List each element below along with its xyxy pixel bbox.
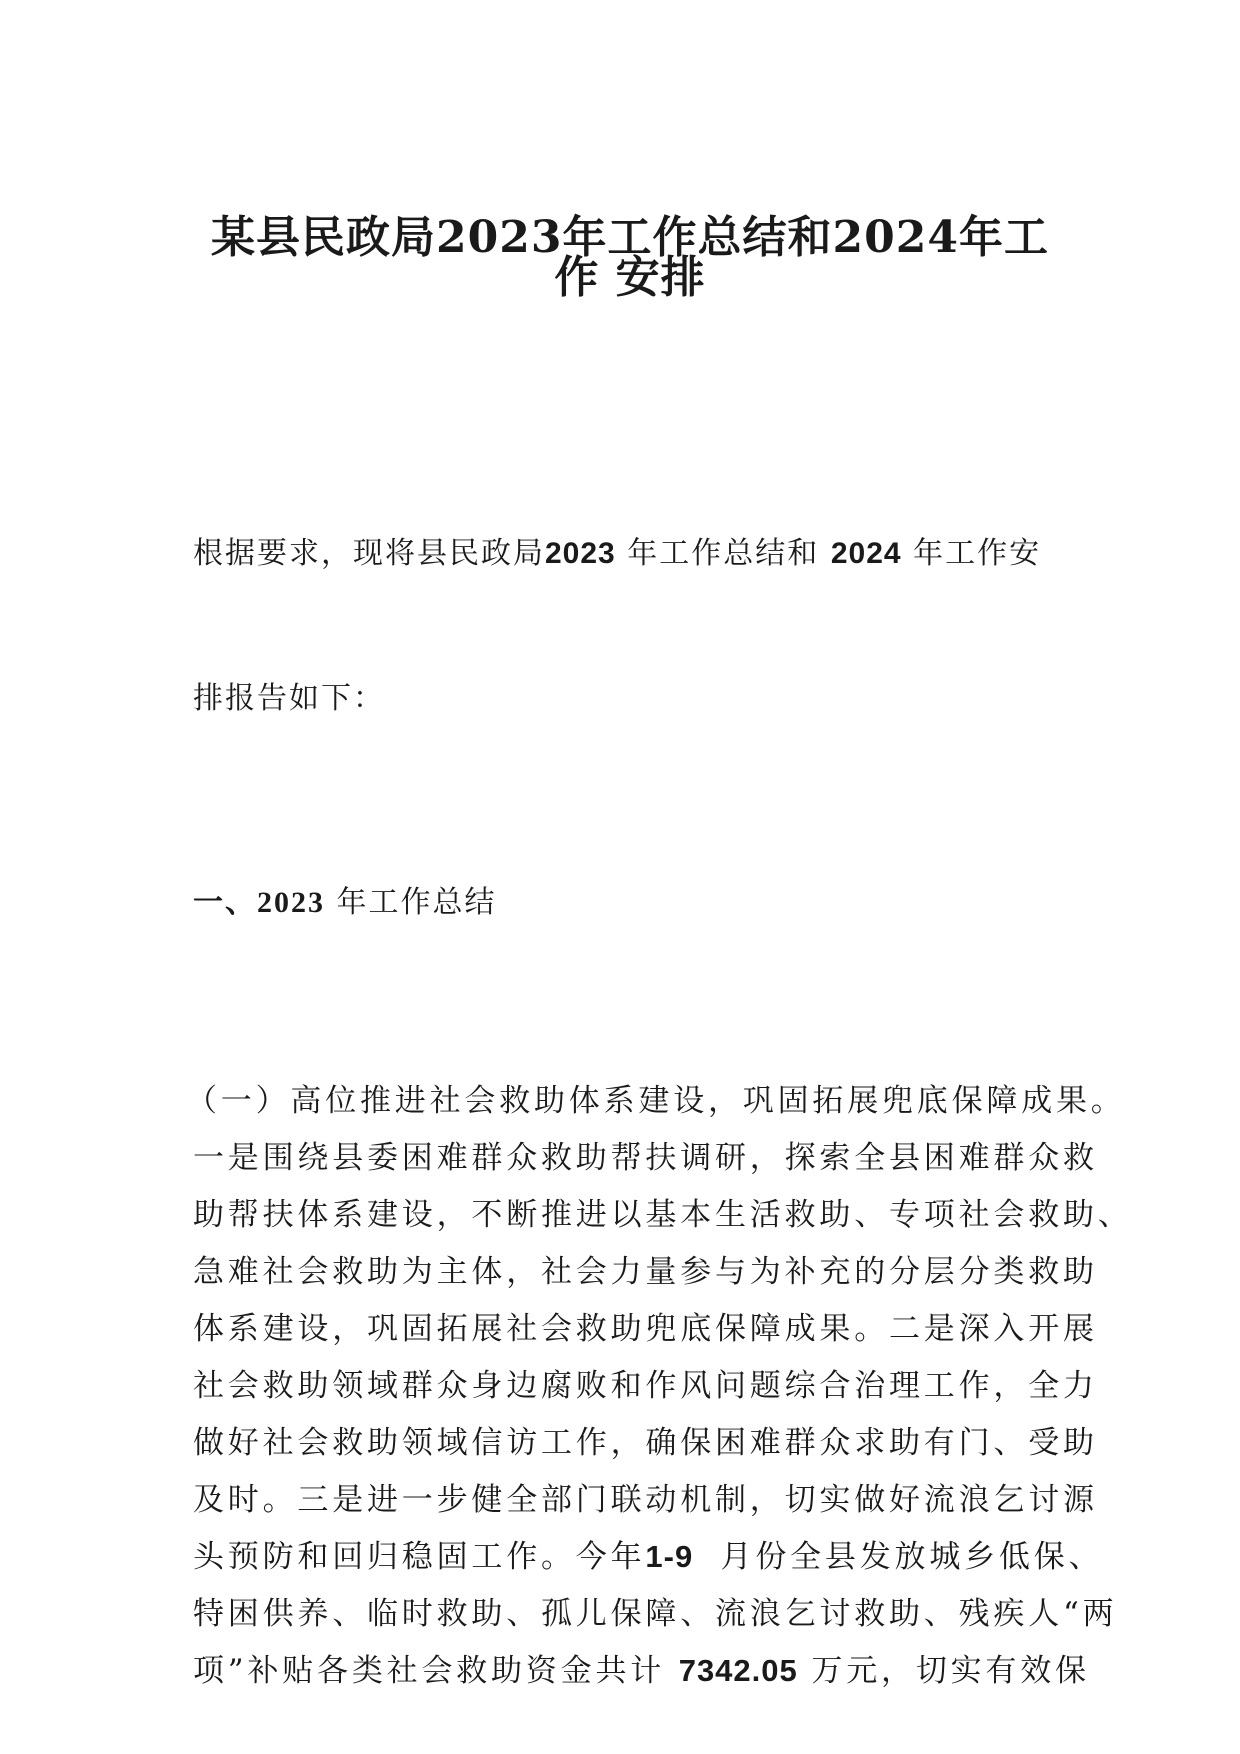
document-title-line-2: 作 安排 [554, 252, 706, 303]
section-heading-prefix: 一、 [193, 886, 257, 919]
intro-year-2024: 2024 [830, 537, 902, 570]
intro-text: 年工作安 [901, 536, 1042, 571]
intro-line-2: 排报告如下： [193, 681, 385, 716]
paragraph-line [193, 1536, 1104, 1578]
paragraph-line [193, 1650, 1090, 1692]
paragraph-line: 做好社会救助领域信访工作，确保困难群众求助有门、受助 [193, 1425, 1098, 1461]
paragraph-amount: 7342.05 [678, 1653, 798, 1688]
paragraph-line: 社会救助领域群众身边腐败和作风问题综合治理工作，全力 [193, 1368, 1098, 1404]
section-heading-1 [193, 882, 497, 924]
section-heading-year: 2023 [257, 886, 325, 919]
paragraph-line: 体系建设，巩固拓展社会救助兜底保障成果。二是深入开展 [193, 1311, 1098, 1347]
document-title-line-1: 某县民政局2023年工作总结和2024年工 [211, 212, 1049, 263]
paragraph-line: 助帮扶体系建设，不断推进以基本生活救助、专项社会救助、 [193, 1197, 1133, 1233]
paragraph-text: 万元，切实有效保 [797, 1653, 1090, 1689]
intro-line-1 [193, 533, 1041, 575]
paragraph-text: 项”补贴各类社会救助资金共计 [193, 1653, 679, 1689]
intro-text: 年工作总结和 [615, 536, 831, 571]
paragraph-text: 头预防和回归稳固工作。今年 [193, 1539, 646, 1575]
paragraph-month-range: 1-9 [645, 1539, 694, 1574]
paragraph-line: 一是围绕县委困难群众救助帮扶调研，探索全县困难群众救 [193, 1140, 1098, 1176]
section-heading-suffix: 年工作总结 [325, 885, 497, 920]
paragraph-text: 月份全县发放城乡低保、 [693, 1539, 1104, 1575]
paragraph-line: 急难社会救助为主体，社会力量参与为补充的分层分类救助 [193, 1254, 1098, 1290]
paragraph-line: 特困供养、临时救助、孤儿保障、流浪乞讨救助、残疾人“两 [193, 1596, 1118, 1632]
intro-text: 根据要求，现将县民政局 [193, 536, 545, 571]
intro-year-2023: 2023 [545, 537, 616, 570]
paragraph-line: （一）高位推进社会救助体系建设，巩固拓展兜底保障成果。 [186, 1083, 1126, 1119]
paragraph-line: 及时。三是进一步健全部门联动机制，切实做好流浪乞讨源 [193, 1482, 1098, 1518]
